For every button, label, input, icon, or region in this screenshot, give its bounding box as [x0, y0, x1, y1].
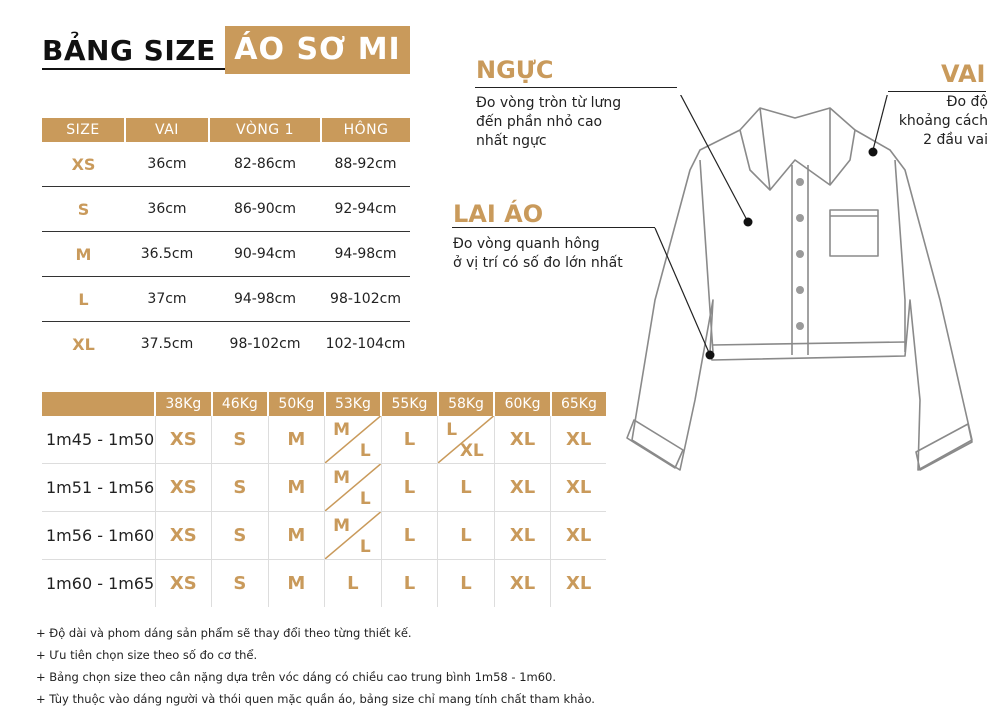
shirt-illustration — [620, 95, 980, 485]
height-range-label: 1m45 - 1m50 — [42, 416, 155, 464]
size-recommendation-cell: S — [212, 464, 269, 512]
table-row — [42, 232, 410, 277]
split-size-cell — [438, 416, 494, 463]
size-recommendation-cell: XL — [494, 464, 551, 512]
table-row — [42, 560, 606, 608]
shoulder-annotation-line: 2 đầu vai — [923, 132, 988, 148]
table-cell: 86-90cm — [209, 187, 321, 232]
height-range-label: 1m56 - 1m60 — [42, 512, 155, 560]
weight-height-size-table — [42, 392, 606, 607]
shoulder-annotation-text — [899, 93, 988, 150]
table-cell: 36.5cm — [125, 232, 209, 277]
shoulder-annotation-line: Đo độ — [946, 94, 988, 110]
chest-annotation-line: đến phần nhỏ cao — [476, 114, 603, 130]
height-range-label: 1m60 - 1m65 — [42, 560, 155, 608]
split-size-lower: L — [359, 489, 371, 509]
size-recommendation-cell: XS — [155, 416, 212, 464]
size-recommendation-cell — [325, 416, 382, 464]
table-cell: 98-102cm — [229, 336, 301, 352]
size-recommendation-cell: M — [268, 512, 325, 560]
size-table-header-row — [42, 118, 410, 142]
table-row — [42, 416, 606, 464]
table-cell: 36cm — [125, 142, 209, 187]
size-label: S — [42, 187, 125, 232]
size-recommendation-cell: L — [438, 560, 495, 608]
split-size-upper: M — [333, 516, 351, 536]
size-recommendation-cell: L — [438, 512, 495, 560]
note-line: + Bảng chọn size theo cân nặng dựa trên vóc dáng có chiều cao trung bình 1m58 - 1m60. — [36, 670, 556, 684]
table-cell: 94-98cm — [321, 232, 410, 277]
size-recommendation-cell: M — [268, 464, 325, 512]
size-recommendation-cell: M — [268, 416, 325, 464]
size-recommendation-cell: L — [381, 560, 438, 608]
table-cell: 36cm — [125, 187, 209, 232]
title-underline — [42, 68, 228, 70]
hem-annotation-title: LAI ÁO — [453, 200, 544, 228]
chest-annotation-title: NGỰC — [476, 56, 554, 84]
vai-leader-line — [888, 91, 986, 92]
hem-annotation-line: Đo vòng quanh hông — [453, 236, 600, 252]
table-cell: 102-104cm — [325, 336, 406, 352]
split-size-cell — [325, 416, 381, 463]
note-line: + Độ dài và phom dáng sản phẩm sẽ thay đổi theo từng thiết kế. — [36, 626, 412, 640]
weight-table-corner — [42, 392, 155, 416]
shoulder-annotation-title: VAI — [941, 60, 986, 88]
size-recommendation-cell: S — [212, 560, 269, 608]
size-label: L — [42, 277, 125, 322]
hem-annotation-text — [453, 235, 623, 273]
size-recommendation-cell: XL — [565, 573, 592, 594]
table-cell: 92-94cm — [321, 187, 410, 232]
weight-column-header: 58Kg — [438, 392, 495, 416]
note-line: + Tùy thuộc vào dáng người và thói quen mặc quần áo, bảng size chỉ mang tính chất tham khảo. — [36, 692, 595, 706]
size-recommendation-cell: L — [438, 464, 495, 512]
size-recommendation-cell: XL — [494, 560, 551, 608]
table-row — [42, 187, 410, 232]
weight-column-header: 53Kg — [325, 392, 382, 416]
size-recommendation-cell: M — [268, 560, 325, 608]
chest-annotation-line: Đo vòng tròn từ lưng — [476, 95, 622, 111]
size-recommendation-cell: XL — [551, 512, 606, 560]
table-cell: 88-92cm — [321, 142, 410, 187]
size-recommendation-cell: XL — [551, 416, 606, 464]
size-recommendation-cell: L — [325, 560, 382, 608]
page-title: BẢNG SIZE — [42, 34, 216, 67]
size-recommendation-cell: XS — [155, 464, 212, 512]
size-table-header: VÒNG 1 — [209, 118, 321, 142]
size-recommendation-cell: L — [381, 464, 438, 512]
table-cell: 37cm — [125, 277, 209, 322]
weight-column-header: 46Kg — [212, 392, 269, 416]
chest-annotation-line: nhất ngực — [476, 133, 547, 149]
size-recommendation-cell — [325, 464, 382, 512]
size-table-header: VAI — [125, 118, 209, 142]
size-recommendation-cell: XL — [494, 512, 551, 560]
split-size-cell — [325, 464, 381, 511]
size-recommendation-cell: XL — [494, 416, 551, 464]
size-recommendation-cell: XL — [551, 464, 606, 512]
size-table-header: HÔNG — [321, 118, 410, 142]
size-label: XL — [72, 334, 95, 354]
table-cell: 82-86cm — [209, 142, 321, 187]
size-recommendation-cell: L — [381, 416, 438, 464]
size-recommendation-cell: L — [381, 512, 438, 560]
note-line: + Ưu tiên chọn size theo số đo cơ thể. — [36, 648, 258, 662]
split-size-lower: L — [359, 537, 371, 557]
weight-column-header: 38Kg — [155, 392, 212, 416]
height-range-label: 1m51 - 1m56 — [42, 464, 155, 512]
weight-table-header-row — [42, 392, 606, 416]
split-size-upper: M — [333, 420, 351, 440]
table-row — [42, 322, 410, 367]
product-title-badge: ÁO SƠ MI — [225, 26, 410, 74]
table-row — [42, 512, 606, 560]
split-size-lower: XL — [459, 441, 484, 461]
chest-annotation-text — [476, 94, 621, 151]
table-row — [42, 464, 606, 512]
size-recommendation-cell: XS — [155, 560, 212, 608]
size-recommendation-cell: S — [212, 416, 269, 464]
split-size-upper: L — [446, 420, 458, 440]
split-size-lower: L — [359, 441, 371, 461]
weight-column-header: 50Kg — [268, 392, 325, 416]
size-recommendation-cell: XS — [155, 512, 212, 560]
size-label: M — [42, 232, 125, 277]
table-cell: 37.5cm — [140, 336, 194, 352]
split-size-cell — [325, 512, 381, 559]
size-recommendation-cell — [438, 416, 495, 464]
weight-column-header: 65Kg — [551, 392, 606, 416]
table-cell: 98-102cm — [321, 277, 410, 322]
split-size-upper: M — [333, 468, 351, 488]
table-cell: 94-98cm — [209, 277, 321, 322]
size-measurement-table — [42, 118, 410, 366]
nguc-leader-line — [475, 87, 677, 88]
size-table-header: SIZE — [42, 118, 125, 142]
table-cell: 90-94cm — [209, 232, 321, 277]
shoulder-annotation-line: khoảng cách — [898, 113, 988, 129]
weight-column-header: 60Kg — [494, 392, 551, 416]
hem-annotation-line: ở vị trí có số đo lớn nhất — [453, 255, 623, 271]
weight-column-header: 55Kg — [381, 392, 438, 416]
size-recommendation-cell: S — [212, 512, 269, 560]
table-row — [42, 277, 410, 322]
size-label: XS — [42, 142, 125, 187]
table-row — [42, 142, 410, 187]
size-recommendation-cell — [325, 512, 382, 560]
